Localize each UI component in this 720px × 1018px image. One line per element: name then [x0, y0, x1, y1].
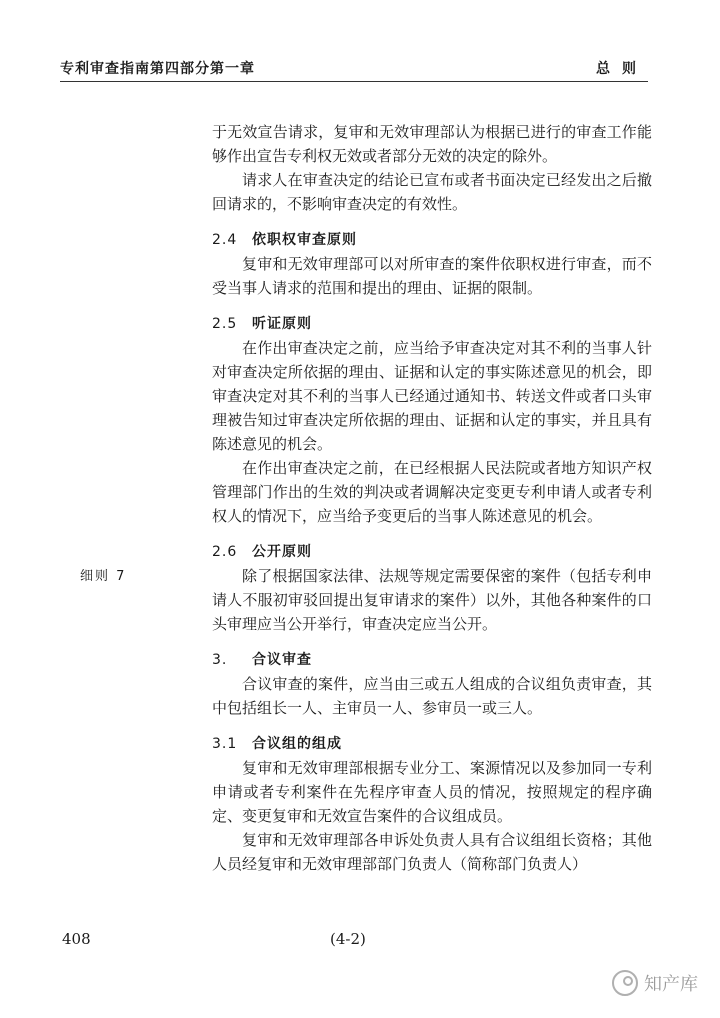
paragraph: 请求人在审查决定的结论已宣布或者书面决定已经发出之后撤回请求的，不影响审查决定的有效性。 — [212, 171, 652, 213]
header-chapter: 专利审查指南第四部分第一章 — [60, 61, 255, 77]
section-title: 公开原则 — [252, 544, 312, 560]
section-number: (4-2) — [330, 930, 366, 948]
section-title: 听证原则 — [252, 316, 312, 332]
paragraph: 于无效宣告请求，复审和无效审理部认为根据已进行的审查工作能够作出宣告专利权无效或者部分无效的决定的除外。 — [212, 123, 652, 165]
section-heading — [212, 540, 652, 564]
running-header — [60, 58, 648, 80]
paragraph: 复审和无效审理部各申诉处负责人具有合议组组长资格；其他人员经复审和无效审理部部门负责人（简称部门负责人） — [212, 831, 652, 873]
section-number: 3. — [212, 652, 228, 668]
section-heading — [212, 732, 652, 756]
section-number: 2.6 — [212, 544, 238, 560]
section-title: 合议组的组成 — [252, 736, 342, 752]
paragraph: 在作出审查决定之前，在已经根据人民法院或者地方知识产权管理部门作出的生效的判决或者调解决定变更专利申请人或者专利权人的情况下，应当给予变更后的当事人陈述意见的机会。 — [212, 459, 652, 525]
section-heading — [212, 228, 652, 252]
section-number: 2.4 — [212, 232, 238, 248]
page-number: 408 — [62, 930, 91, 948]
body-text — [212, 120, 652, 876]
paragraph: 除了根据国家法律、法规等规定需要保密的案件（包括专利申请人不服初审驳回提出复审请求的案件）以外，其他各种案件的口头审理应当公开举行，审查决定应当公开。 — [212, 567, 652, 633]
wechat-logo-icon — [612, 970, 638, 996]
section-title: 依职权审查原则 — [252, 232, 357, 248]
section-title: 合议审查 — [252, 652, 312, 668]
paragraph: 复审和无效审理部根据专业分工、案源情况以及参加同一专利申请或者专利案件在先程序审查人员的情况，按照规定的程序确定、变更复审和无效宣告案件的合议组成员。 — [212, 759, 652, 825]
section-number: 3.1 — [212, 736, 238, 752]
margin-note: 细则 7 — [80, 569, 127, 584]
watermark — [612, 970, 698, 996]
paragraph: 合议审查的案件，应当由三或五人组成的合议组负责审查，其中包括组长一人、主审员一人、参审员一或三人。 — [212, 675, 652, 717]
section-number: 2.5 — [212, 316, 238, 332]
section-heading — [212, 312, 652, 336]
header-rule — [60, 81, 648, 82]
section-heading — [212, 648, 652, 672]
watermark-text: 知产库 — [644, 974, 698, 995]
paragraph: 在作出审查决定之前，应当给予审查决定对其不利的当事人针对审查决定所依据的理由、证据和认定的事实陈述意见的机会，即审查决定对其不利的当事人已经通过通知书、转送文件或者口头审理被告知过审查决定所依据的理由、证据和认定的事实，并且具有陈述意见的机会。 — [212, 339, 652, 453]
paragraph: 复审和无效审理部可以对所审查的案件依职权进行审查，而不受当事人请求的范围和提出的理由、证据的限制。 — [212, 255, 652, 297]
header-section: 总则 — [596, 61, 648, 77]
